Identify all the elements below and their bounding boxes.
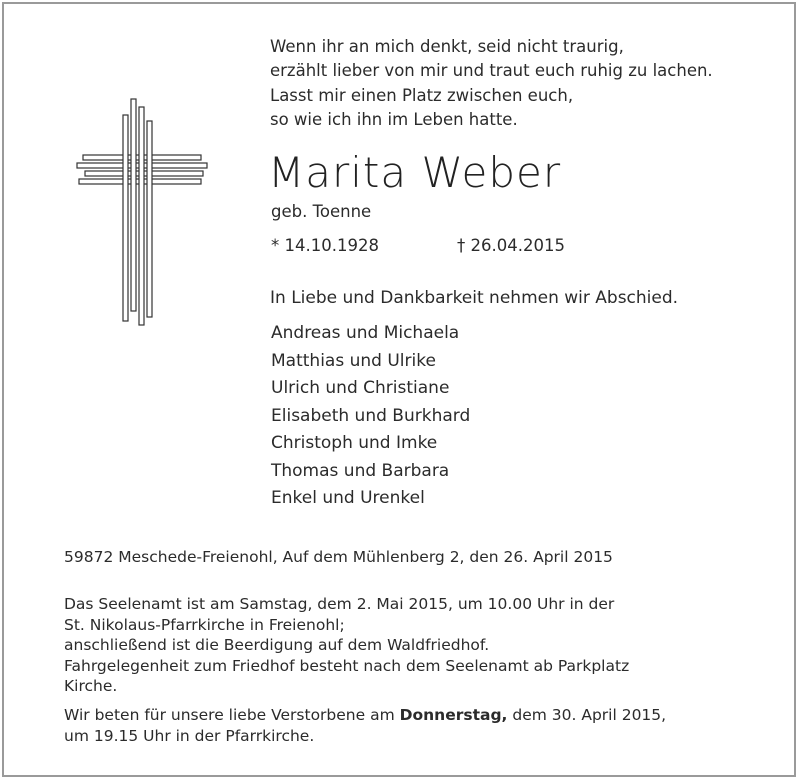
cross-icon (75, 97, 209, 327)
mourner-item: Enkel und Urenkel (271, 488, 425, 508)
notice-text: dem 30. April 2015, (507, 705, 667, 724)
mourner-item: Thomas und Barbara (271, 460, 450, 481)
notice-line: Das Seelenamt ist am Samstag, dem 2. Mai 2015, um 10.00 Uhr in der (64, 595, 615, 613)
notice-text: Wir beten für unsere liebe Verstorbene am (64, 705, 400, 724)
notice-line: um 19.15 Uhr in der Pfarrkirche. (64, 726, 315, 745)
service-notice (64, 594, 666, 746)
poem (270, 35, 713, 132)
mourner-item: Christoph und Imke (271, 433, 438, 453)
death-date: † 26.04.2015 (457, 236, 565, 255)
poem-line: Lasst mir einen Platz zwischen euch, (270, 85, 574, 105)
address-line: 59872 Meschede-Freienohl, Auf dem Mühlenberg 2, den 26. April 2015 (64, 548, 613, 566)
notice-day: Donnerstag, (399, 705, 508, 724)
poem-line: Wenn ihr an mich denkt, seid nicht traurig, (270, 37, 624, 56)
notice-line: St. Nikolaus-Pfarrkirche in Freienohl; (64, 615, 345, 634)
mourner-item: Matthias und Ulrike (271, 350, 436, 371)
poem-line: so wie ich ihn im Leben hatte. (270, 109, 518, 129)
notice-line: Fahrgelegenheit zum Friedhof besteht nach dem Seelenamt ab Parkplatz (64, 656, 630, 675)
mourner-item: Ulrich und Christiane (271, 378, 450, 398)
farewell-line: In Liebe und Dankbarkeit nehmen wir Abschied. (270, 288, 679, 308)
deceased-name: Marita Weber (268, 148, 562, 197)
maiden-name: geb. Toenne (271, 202, 372, 221)
notice-line (64, 705, 666, 726)
mourner-item: Elisabeth und Burkhard (271, 405, 471, 426)
mourner-item: Andreas und Michaela (271, 323, 460, 343)
poem-line: erzählt lieber von mir und traut euch ruhig zu lachen. (270, 61, 713, 81)
notice-line: anschließend ist die Beerdigung auf dem Waldfriedhof. (64, 636, 490, 655)
mourners-list (271, 320, 470, 513)
birth-date: * 14.10.1928 (271, 236, 379, 255)
notice-line: Kirche. (64, 677, 118, 696)
